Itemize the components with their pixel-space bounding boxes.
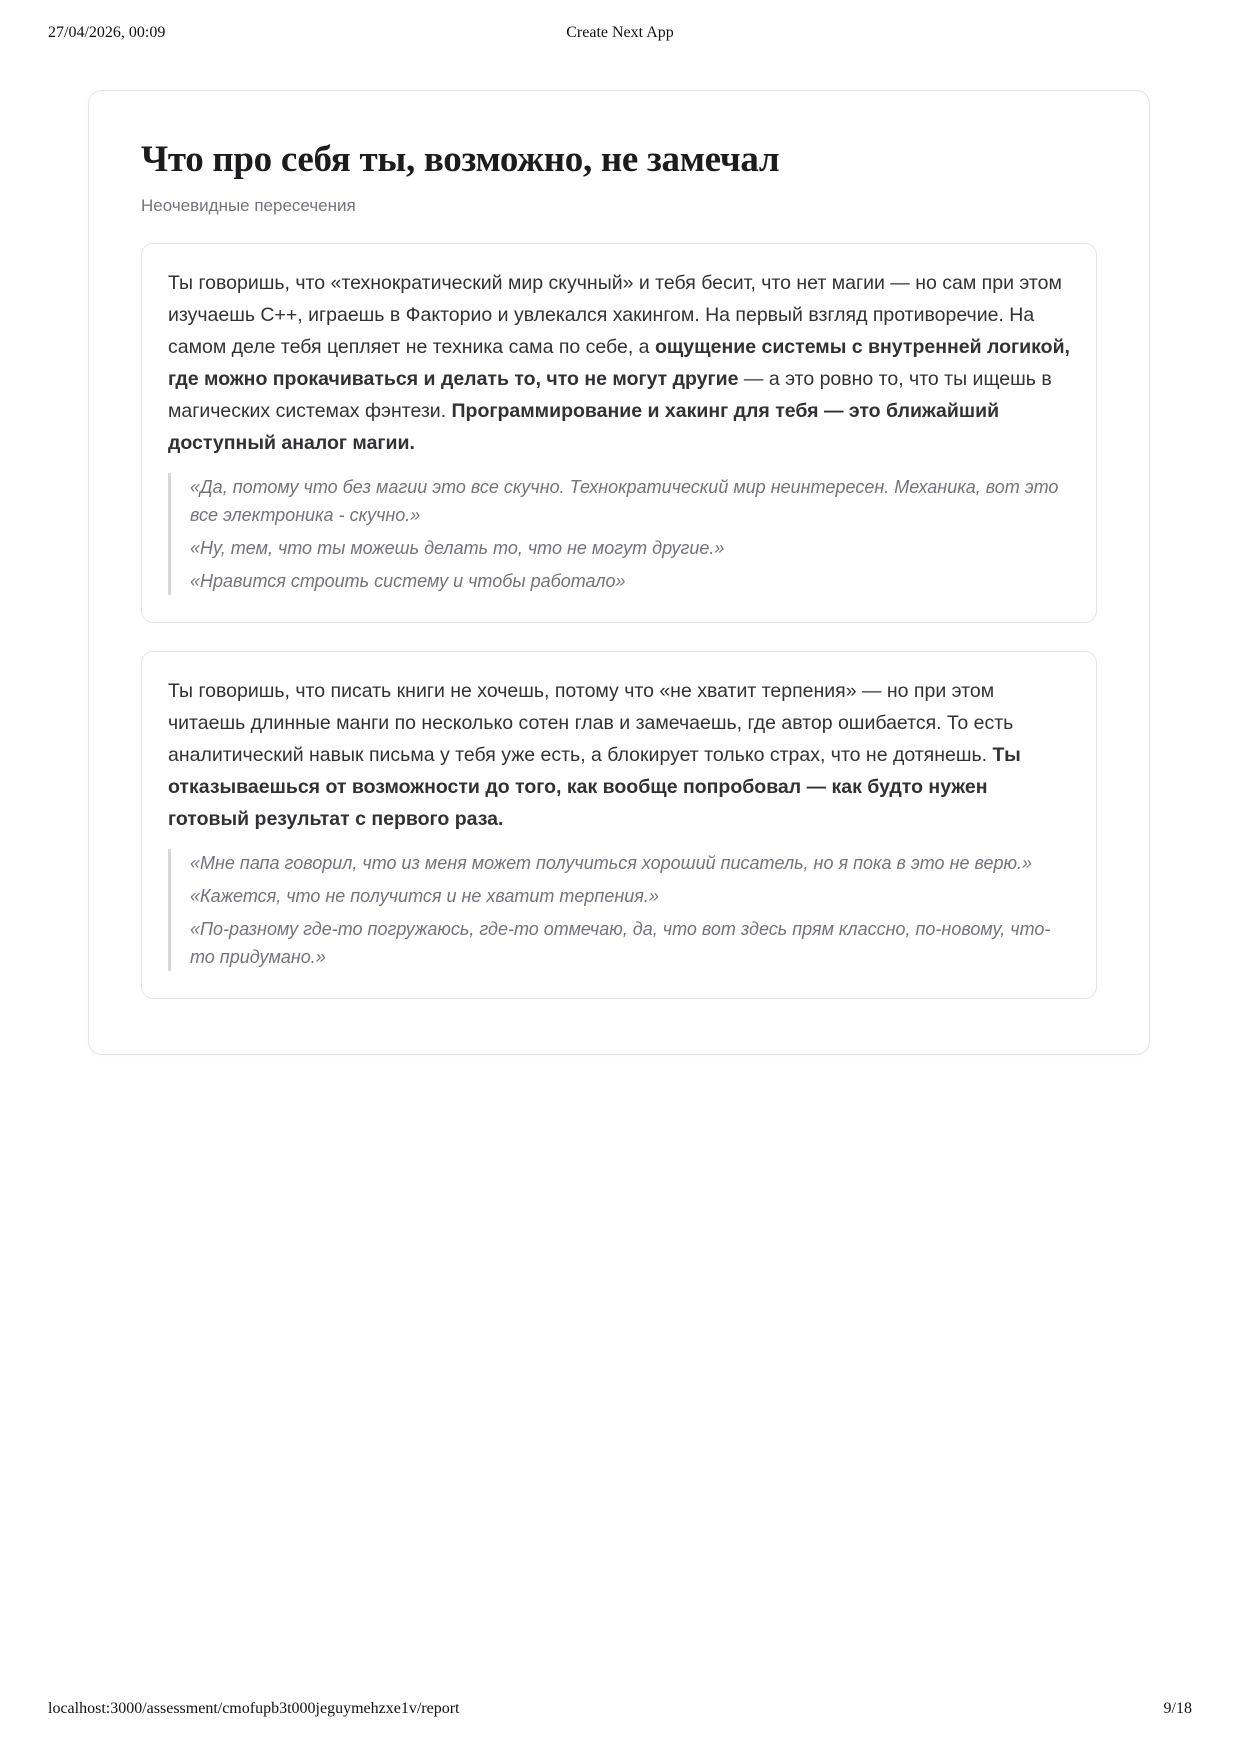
insight-emphasis: Ты отказываешься от возможности до того, как вообще попробовал — как будто нужен готовый результат с первого раза. bbox=[168, 744, 1021, 830]
quote-line: «Кажется, что не получится и не хватит терпения.» bbox=[190, 886, 659, 906]
print-header bbox=[48, 24, 1192, 44]
insight-paragraph bbox=[168, 675, 1070, 835]
print-footer bbox=[48, 1700, 1192, 1720]
insight-list bbox=[141, 243, 1097, 999]
print-doc-title: Create Next App bbox=[566, 24, 674, 41]
insight-emphasis: ощущение системы с внутренней логикой, где можно прокачиваться и делать то, что не могут другие bbox=[168, 336, 1070, 390]
print-datetime: 27/04/2026, 00:09 bbox=[48, 24, 166, 41]
insight-text: Ты говоришь, что «технократический мир скучный» и тебя бесит, что нет магии — но сам при этом изучаешь C++, играешь в Факторио и увлекался хакингом. На первый взгляд противоречие. На самом деле тебя цепляет не техника сама по себе, а bbox=[168, 272, 1062, 358]
quote-line: «Нравится строить систему и чтобы работало» bbox=[190, 571, 626, 591]
insight-text: Ты говоришь, что писать книги не хочешь, потому что «не хватит терпения» — но при этом читаешь длинные манги по несколько сотен глав и замечаешь, где автор ошибается. То есть аналитический навык письма у тебя уже есть, а блокирует только страх, что не дотянешь. bbox=[168, 680, 1014, 766]
insight-card bbox=[141, 243, 1097, 623]
page-subtitle: Неочевидные пересечения bbox=[141, 196, 356, 215]
quote-block bbox=[168, 849, 1070, 971]
quote-line: «По-разному где-то погружаюсь, где-то отмечаю, да, что вот здесь прям классно, по-новому, что-то придумано.» bbox=[190, 919, 1051, 967]
quote-line: «Да, потому что без магии это все скучно. Технократический мир неинтересен. Механика, вот это все электроника - скучно.» bbox=[190, 477, 1059, 525]
insight-emphasis: Программирование и хакинг для тебя — это ближайший доступный аналог магии. bbox=[168, 400, 1000, 454]
page-title: Что про себя ты, возможно, не замечал bbox=[141, 139, 780, 180]
quote-line: «Ну, тем, что ты можешь делать то, что не могут другие.» bbox=[190, 538, 725, 558]
insight-text: — а это ровно то, что ты ищешь в магических системах фэнтези. bbox=[168, 368, 1052, 422]
insight-paragraph bbox=[168, 267, 1070, 459]
insight-card bbox=[141, 651, 1097, 999]
quote-block bbox=[168, 473, 1070, 595]
report-card bbox=[88, 90, 1150, 1055]
page-number-indicator: 9/18 bbox=[1163, 1700, 1192, 1717]
print-url: localhost:3000/assessment/cmofupb3t000jeguymehzxe1v/report bbox=[48, 1700, 460, 1717]
quote-line: «Мне папа говорил, что из меня может получиться хороший писатель, но я пока в это не верю.» bbox=[190, 853, 1033, 873]
